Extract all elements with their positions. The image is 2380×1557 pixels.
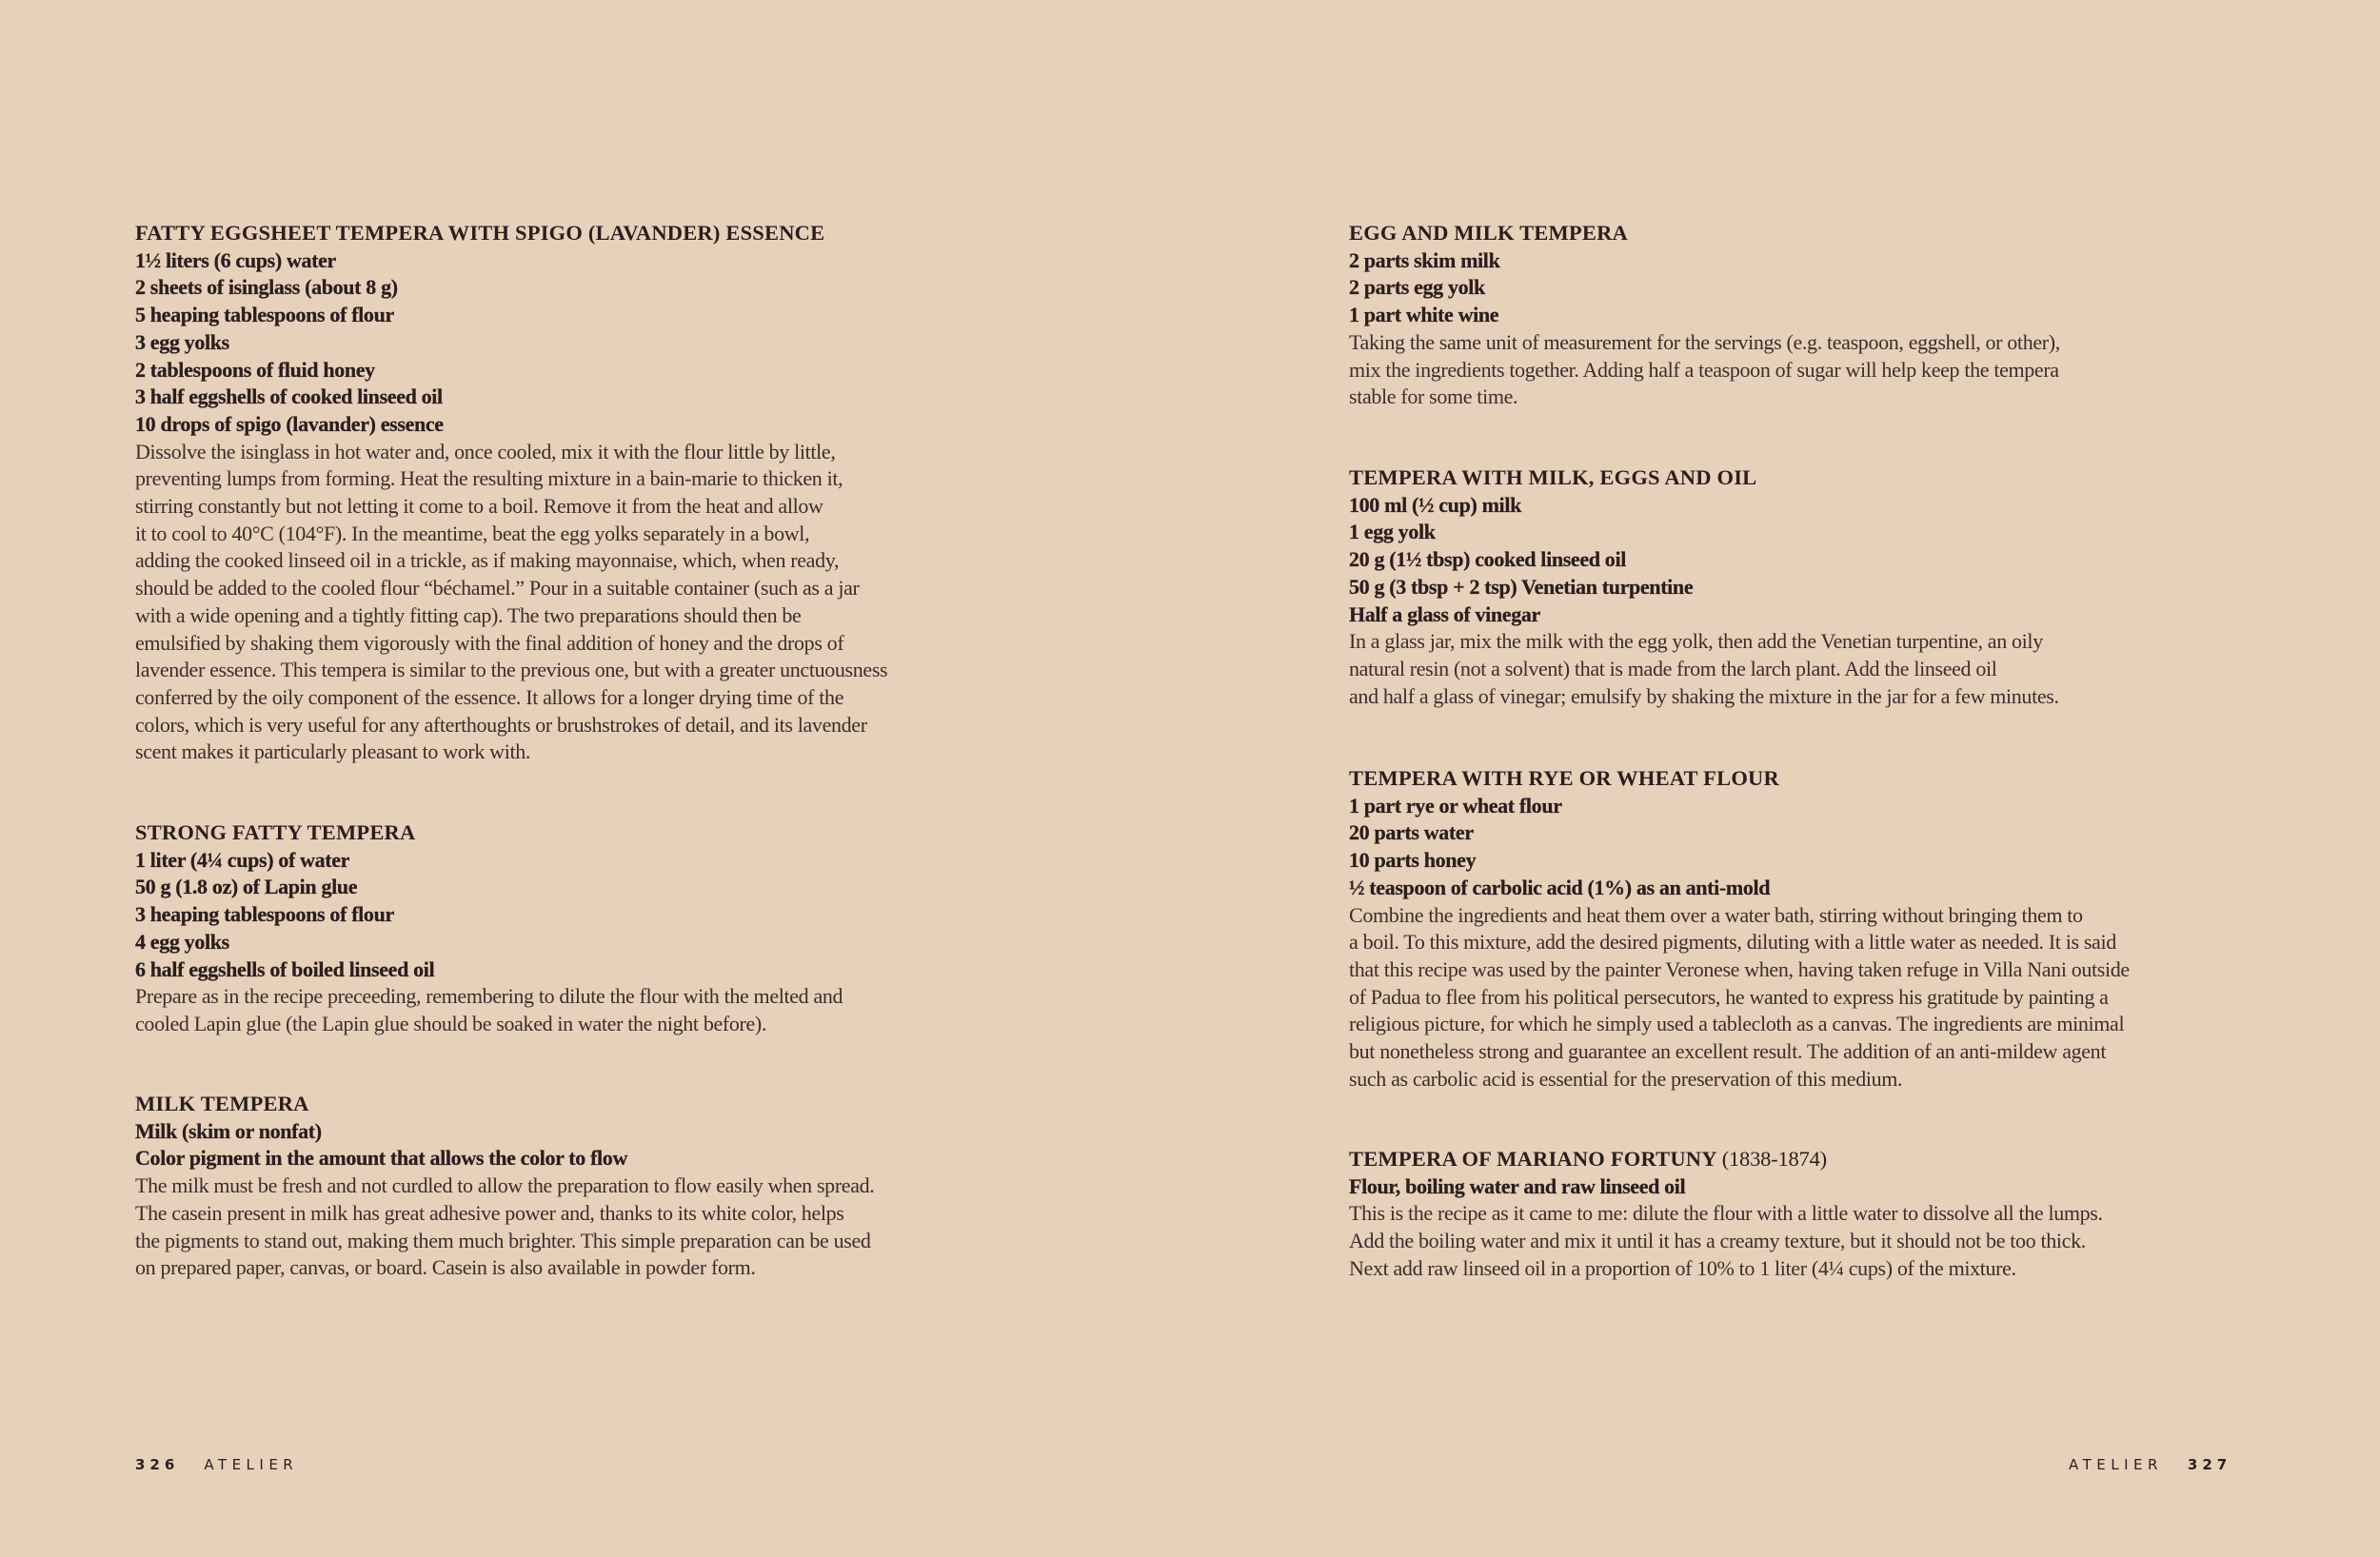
recipe-section: [1349, 464, 2301, 710]
instructions-line: lavender essence. This tempera is similar to the previous one, but with a greater unctuousness: [135, 658, 888, 682]
instructions-line: Combine the ingredients and heat them over a water bath, stirring without bringing them to: [1349, 902, 2083, 927]
recipe-title: TEMPERA OF MARIANO FORTUNY: [1349, 1147, 1716, 1171]
ingredient-item: 4 egg yolks: [135, 929, 229, 954]
recipe-title: MILK TEMPERA: [135, 1092, 309, 1115]
ingredient-item: 6 half eggshells of boiled linseed oil: [135, 956, 435, 981]
right-page-footer: [2069, 1456, 2231, 1473]
recipe-title: STRONG FATTY TEMPERA: [135, 820, 416, 844]
recipe-dates: (1838-1874): [1721, 1147, 1827, 1171]
ingredient-item: 2 tablespoons of fluid honey: [135, 357, 375, 382]
recipe-section: [1349, 1146, 2301, 1283]
instructions-line: mix the ingredients together. Adding half a teaspoon of sugar will help keep the tempera: [1349, 357, 2059, 382]
ingredient-item: 10 parts honey: [1349, 848, 1477, 873]
instructions-line: adding the cooked linseed oil in a trickle, as if making mayonnaise, which, when ready,: [135, 548, 840, 573]
instructions-line: that this recipe was used by the painter Veronese when, having taken refuge in Villa Nani outside: [1349, 956, 2130, 981]
instructions-line: religious picture, for which he simply used a tablecloth as a canvas. The ingredients are minimal: [1349, 1012, 2125, 1036]
instructions-line: of Padua to flee from his political persecutors, he wanted to express his gratitude by painting a: [1349, 984, 2109, 1009]
ingredient-item: Half a glass of vinegar: [1349, 601, 1540, 626]
ingredient-item: ½ teaspoon of carbolic acid (1%) as an anti-mold: [1349, 875, 1771, 899]
instructions-line: it to cool to 40°C (104°F). In the meantime, beat the egg yolks separately in a bowl,: [135, 521, 810, 545]
instructions-line: such as carbolic acid is essential for the preservation of this medium.: [1349, 1066, 1903, 1091]
ingredient-item: 1 part white wine: [1349, 303, 1499, 327]
instructions-line: This is the recipe as it came to me: dilute the flour with a little water to dissolve all the lumps.: [1349, 1201, 2103, 1226]
instructions-line: conferred by the oily component of the essence. It allows for a longer drying time of the: [135, 684, 844, 709]
ingredient-item: 2 parts skim milk: [1349, 247, 1500, 272]
recipe-section: [135, 819, 1087, 1038]
recipe-heading: [1349, 464, 2301, 492]
instructions-line: In a glass jar, mix the milk with the egg yolk, then add the Venetian turpentine, an oily: [1349, 629, 2043, 654]
ingredient-item: 2 sheets of isinglass (about 8 g): [135, 275, 398, 300]
recipe-title: EGG AND MILK TEMPERA: [1349, 221, 1628, 245]
recipe-section: [135, 220, 1087, 766]
page-number: 326: [135, 1456, 180, 1473]
instructions-line: Taking the same unit of measurement for the servings (e.g. teaspoon, eggshell, or other),: [1349, 329, 2060, 354]
instructions-line: scent makes it particularly pleasant to work with.: [135, 739, 531, 764]
instructions-line: Add the boiling water and mix it until it has a creamy texture, but it should not be too thick.: [1349, 1229, 2086, 1253]
instructions-line: the pigments to stand out, making them much brighter. This simple preparation can be used: [135, 1228, 871, 1252]
instructions-line: stable for some time.: [1349, 384, 1518, 409]
instructions-line: but nonetheless strong and guarantee an excellent result. The addition of an anti-mildew agent: [1349, 1039, 2107, 1064]
recipe-title: FATTY EGGSHEET TEMPERA WITH SPIGO (LAVANDER) ESSENCE: [135, 221, 825, 245]
instructions-line: colors, which is very useful for any afterthoughts or brushstrokes of detail, and its lavender: [135, 712, 867, 737]
instructions-line: preventing lumps from forming. Heat the resulting mixture in a bain-marie to thicken it,: [135, 466, 843, 491]
instructions-line: The casein present in milk has great adhesive power and, thanks to its white color, helps: [135, 1200, 844, 1225]
ingredient-item: Flour, boiling water and raw linseed oil: [1349, 1173, 1686, 1198]
instructions-line: The milk must be fresh and not curdled to allow the preparation to flow easily when spread.: [135, 1173, 875, 1198]
running-title: ATELIER: [2069, 1456, 2163, 1473]
recipe-heading: [1349, 1146, 2301, 1173]
ingredient-item: 3 heaping tablespoons of flour: [135, 902, 394, 927]
recipe-heading: [135, 220, 1087, 247]
ingredient-item: 100 ml (½ cup) milk: [1349, 492, 1521, 517]
instructions-line: with a wide opening and a tightly fitting cap). The two preparations should then be: [135, 602, 802, 627]
recipe-heading: [135, 819, 1087, 847]
instructions-line: on prepared paper, canvas, or board. Casein is also available in powder form.: [135, 1255, 756, 1280]
ingredient-item: 3 half eggshells of cooked linseed oil: [135, 384, 443, 409]
ingredient-item: 50 g (3 tbsp + 2 tsp) Venetian turpentine: [1349, 574, 1694, 599]
running-title: ATELIER: [204, 1456, 299, 1473]
page-number: 327: [2187, 1456, 2232, 1473]
instructions-line: emulsified by shaking them vigorously with the final addition of honey and the drops of: [135, 630, 844, 655]
recipe-title: TEMPERA WITH RYE OR WHEAT FLOUR: [1349, 766, 1779, 790]
ingredient-item: 1 part rye or wheat flour: [1349, 793, 1562, 818]
recipe-heading: [135, 1091, 1087, 1118]
instructions-line: Prepare as in the recipe preceeding, remembering to dilute the flour with the melted and: [135, 984, 843, 1009]
recipe-heading: [1349, 220, 2301, 247]
ingredient-item: 50 g (1.8 oz) of Lapin glue: [135, 875, 358, 899]
recipe-section: [1349, 765, 2301, 1093]
ingredient-item: Milk (skim or nonfat): [135, 1118, 322, 1143]
left-page-footer: [135, 1456, 298, 1473]
recipe-section: [1349, 220, 2301, 411]
instructions-line: stirring constantly but not letting it come to a boil. Remove it from the heat and allow: [135, 494, 823, 519]
instructions-line: natural resin (not a solvent) that is made from the larch plant. Add the linseed oil: [1349, 656, 1997, 680]
ingredient-item: 3 egg yolks: [135, 329, 229, 354]
recipe-heading: [1349, 765, 2301, 793]
instructions-line: Dissolve the isinglass in hot water and, once cooled, mix it with the flour little by little,: [135, 439, 836, 463]
recipe-title: TEMPERA WITH MILK, EGGS AND OIL: [1349, 465, 1757, 489]
instructions-line: Next add raw linseed oil in a proportion of 10% to 1 liter (4¼ cups) of the mixture.: [1349, 1255, 2016, 1280]
ingredient-item: 10 drops of spigo (lavander) essence: [135, 411, 444, 436]
instructions-line: cooled Lapin glue (the Lapin glue should be soaked in water the night before).: [135, 1011, 767, 1035]
ingredient-item: 1 egg yolk: [1349, 520, 1436, 544]
ingredient-item: 5 heaping tablespoons of flour: [135, 303, 394, 327]
ingredient-item: 1½ liters (6 cups) water: [135, 247, 336, 272]
ingredient-item: 20 g (1½ tbsp) cooked linseed oil: [1349, 547, 1626, 572]
ingredient-item: Color pigment in the amount that allows the color to flow: [135, 1146, 627, 1171]
instructions-line: a boil. To this mixture, add the desired pigments, diluting with a little water as needed. It is said: [1349, 930, 2116, 955]
ingredient-item: 2 parts egg yolk: [1349, 275, 1485, 300]
instructions-line: and half a glass of vinegar; emulsify by shaking the mixture in the jar for a few minutes.: [1349, 683, 2059, 708]
recipe-section: [135, 1091, 1087, 1282]
ingredient-item: 1 liter (4¼ cups) of water: [135, 847, 350, 872]
instructions-line: should be added to the cooled flour “béchamel.” Pour in a suitable container (such as a jar: [135, 576, 860, 601]
ingredient-item: 20 parts water: [1349, 820, 1474, 845]
